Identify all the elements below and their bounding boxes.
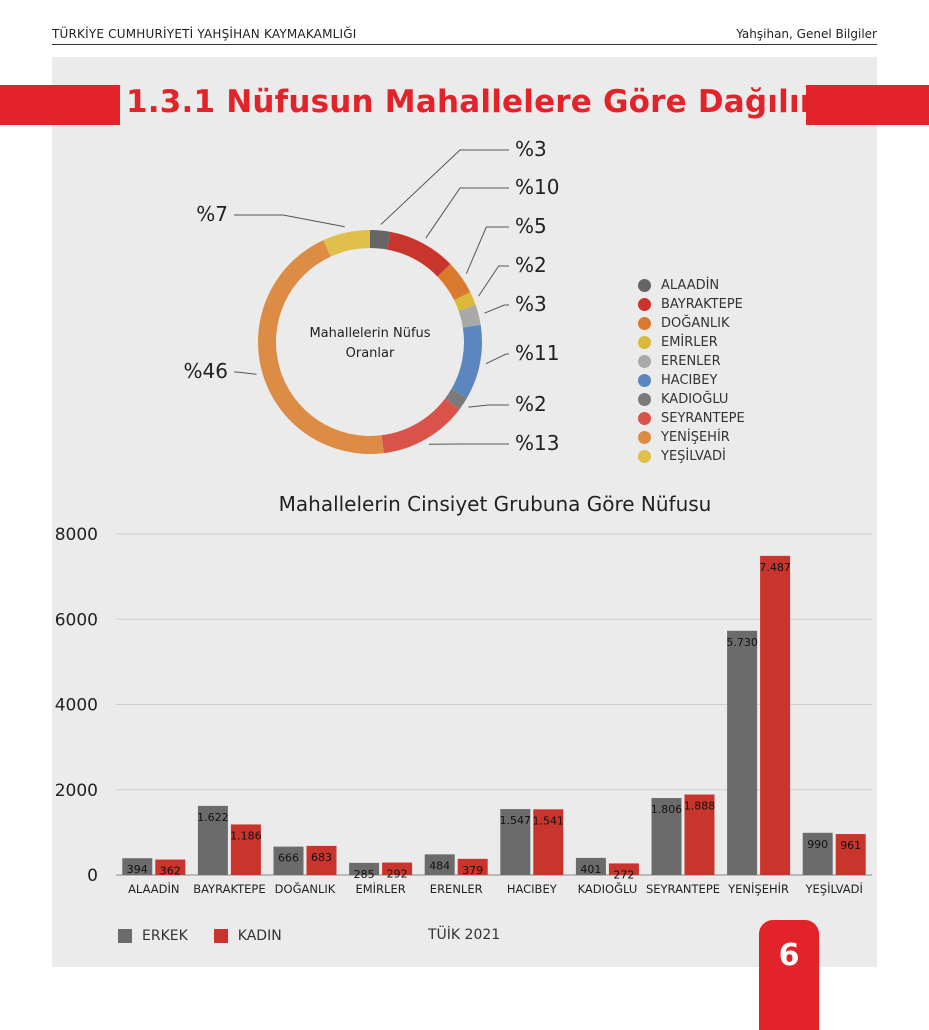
donut-legend-item-0 — [638, 276, 745, 295]
bar-legend — [118, 928, 308, 944]
legend-erkek-swatch — [118, 929, 132, 943]
donut-center-label-1: Oranlar — [346, 346, 395, 361]
donut-legend-dot-6 — [638, 393, 651, 406]
bar-value-kadin-7: 1.888 — [684, 800, 716, 813]
bar-kadin-8 — [760, 556, 790, 875]
donut-label-8: %46 — [184, 359, 228, 383]
legend-erkek-label: ERKEK — [142, 928, 188, 944]
donut-legend — [638, 276, 745, 466]
x-tick-label-1: BAYRAKTEPE — [193, 882, 265, 896]
donut-legend-label-2: DOĞANLIK — [661, 316, 730, 331]
bar-value-erkek-2: 666 — [278, 852, 299, 865]
bar-value-erkek-4: 484 — [429, 859, 450, 872]
legend-erkek — [118, 928, 188, 944]
header-section: Yahşihan, Genel Bilgiler — [736, 27, 877, 41]
donut-legend-item-4 — [638, 352, 745, 371]
y-tick-label-1: 2000 — [55, 781, 98, 801]
donut-label-6: %2 — [515, 392, 547, 416]
donut-label-3: %2 — [515, 253, 547, 277]
donut-legend-item-3 — [638, 333, 745, 352]
donut-legend-item-5 — [638, 371, 745, 390]
donut-legend-item-9 — [638, 447, 745, 466]
page-tab — [759, 920, 819, 1030]
bar-value-erkek-8: 5.730 — [726, 636, 758, 649]
bar-value-kadin-2: 683 — [311, 851, 332, 864]
x-tick-label-3: EMİRLER — [355, 881, 405, 896]
bar-value-erkek-9: 990 — [807, 838, 828, 851]
x-tick-label-6: KADIOĞLU — [578, 881, 638, 896]
donut-legend-dot-0 — [638, 279, 651, 292]
x-tick-label-0: ALAADİN — [128, 881, 179, 896]
donut-legend-label-1: BAYRAKTEPE — [661, 297, 743, 312]
donut-legend-dot-7 — [638, 412, 651, 425]
donut-legend-label-3: EMİRLER — [661, 335, 718, 350]
x-tick-label-4: ERENLER — [430, 882, 483, 896]
donut-label-5: %11 — [515, 341, 559, 365]
donut-legend-dot-4 — [638, 355, 651, 368]
bar-value-kadin-3: 292 — [387, 868, 408, 881]
donut-legend-label-4: ERENLER — [661, 354, 721, 369]
legend-kadin-label: KADIN — [238, 928, 282, 944]
x-tick-label-9: YEŞİLVADİ — [805, 881, 863, 896]
bar-value-kadin-1: 1.186 — [230, 829, 262, 842]
bar-value-erkek-6: 401 — [580, 863, 601, 876]
donut-legend-item-2 — [638, 314, 745, 333]
bar-value-erkek-1: 1.622 — [197, 811, 229, 824]
y-tick-label-4: 8000 — [55, 525, 98, 545]
bar-value-erkek-3: 285 — [354, 868, 375, 881]
donut-legend-dot-3 — [638, 336, 651, 349]
legend-kadin — [214, 928, 282, 944]
source-note: TÜİK 2021 — [428, 927, 500, 943]
bar-chart-title: Mahallelerin Cinsiyet Grubuna Göre Nüfusu — [0, 492, 929, 516]
y-tick-label-3: 6000 — [55, 610, 98, 630]
bar-value-kadin-8: 7.487 — [759, 561, 791, 574]
donut-label-9: %7 — [196, 202, 228, 226]
donut-legend-item-6 — [638, 390, 745, 409]
donut-center-label-0: Mahallelerin Nüfus — [309, 326, 430, 341]
bar-erkek-8 — [727, 631, 757, 875]
bar-value-erkek-5: 1.547 — [500, 814, 532, 827]
bar-value-erkek-0: 394 — [127, 863, 148, 876]
donut-label-4: %3 — [515, 292, 547, 316]
donut-label-1: %10 — [515, 175, 559, 199]
section-title: 1.3.1 Nüfusun Mahallelere Göre Dağılımı — [126, 84, 843, 120]
legend-kadin-swatch — [214, 929, 228, 943]
x-tick-label-8: YENİŞEHİR — [727, 881, 789, 896]
donut-legend-label-8: YENİŞEHİR — [661, 430, 730, 445]
donut-legend-dot-5 — [638, 374, 651, 387]
bar-value-kadin-0: 362 — [160, 865, 181, 878]
donut-legend-label-6: KADIOĞLU — [661, 392, 728, 407]
donut-label-7: %13 — [515, 431, 559, 455]
bar-value-kadin-9: 961 — [840, 839, 861, 852]
donut-legend-dot-8 — [638, 431, 651, 444]
donut-legend-label-9: YEŞİLVADİ — [661, 449, 726, 464]
donut-legend-label-7: SEYRANTEPE — [661, 411, 745, 426]
donut-legend-dot-1 — [638, 298, 651, 311]
donut-legend-label-0: ALAADİN — [661, 278, 719, 293]
y-tick-label-2: 4000 — [55, 696, 98, 716]
donut-legend-dot-2 — [638, 317, 651, 330]
x-tick-label-5: HACIBEY — [507, 882, 558, 896]
x-tick-label-2: DOĞANLIK — [275, 881, 336, 896]
donut-legend-label-5: HACIBEY — [661, 373, 717, 388]
donut-legend-item-8 — [638, 428, 745, 447]
donut-label-0: %3 — [515, 137, 547, 161]
bar-value-kadin-5: 1.541 — [533, 814, 565, 827]
x-tick-label-7: SEYRANTEPE — [646, 882, 720, 896]
donut-legend-item-7 — [638, 409, 745, 428]
page-number: 6 — [759, 938, 819, 973]
donut-legend-item-1 — [638, 295, 745, 314]
header-title: TÜRKİYE CUMHURİYETİ YAHŞİHAN KAYMAKAMLIĞI — [52, 27, 357, 41]
donut-label-2: %5 — [515, 214, 547, 238]
donut-legend-dot-9 — [638, 450, 651, 463]
bar-value-kadin-6: 272 — [613, 868, 634, 881]
bar-value-kadin-4: 379 — [462, 864, 483, 877]
y-tick-label-0: 0 — [87, 866, 98, 886]
bar-value-erkek-7: 1.806 — [651, 803, 683, 816]
